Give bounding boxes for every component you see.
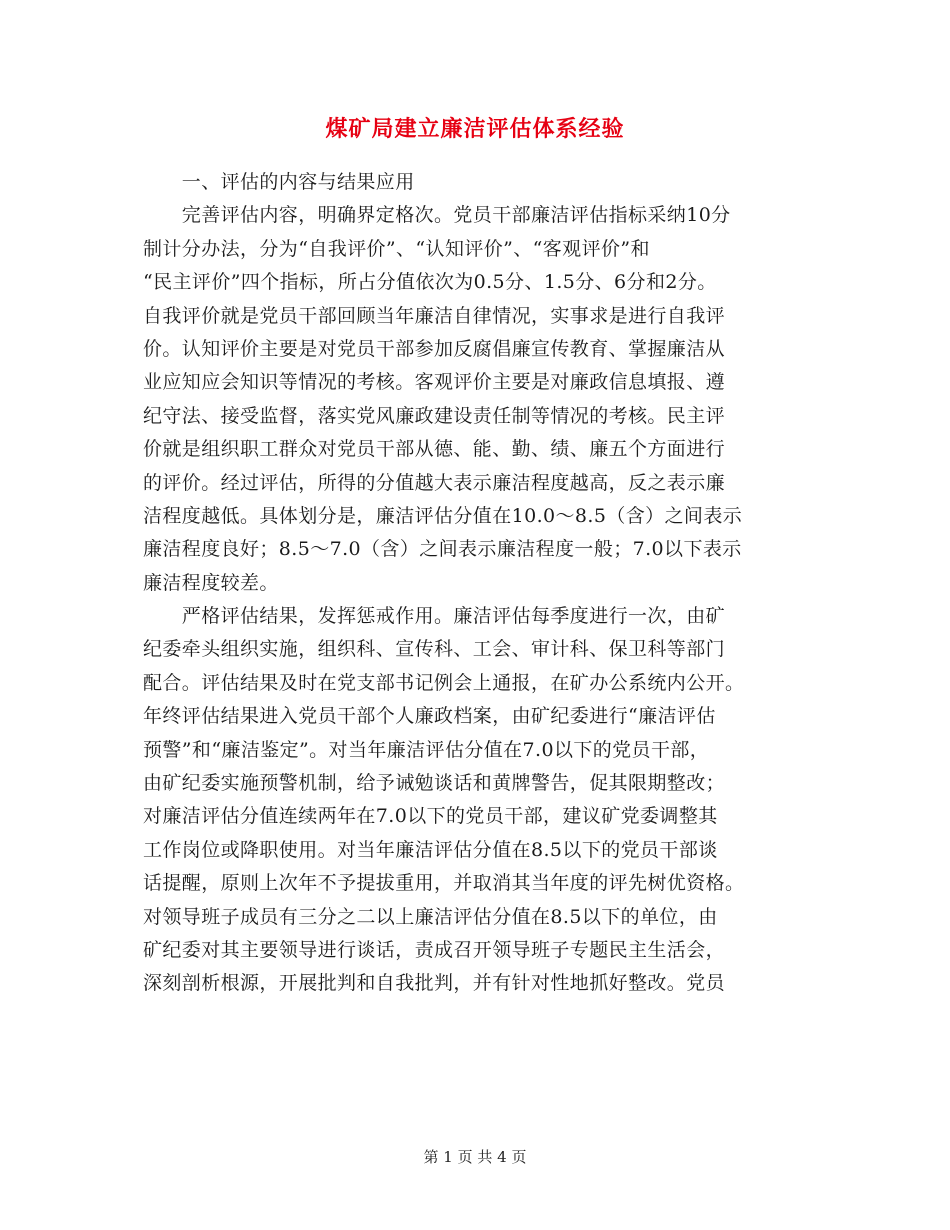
text-line: 业应知应会知识等情况的考核。客观评价主要是对廉政信息填报、遵 <box>143 371 726 394</box>
text-line: 严格评估结果，发挥惩戒作用。廉洁评估每季度进行一次，由矿 <box>143 605 726 628</box>
document-title: 煤矿局建立廉洁评估体系经验 <box>325 116 625 142</box>
text-line: 价。认知评价主要是对党员干部参加反腐倡廉宣传教育、掌握廉洁从 <box>143 337 726 360</box>
text-line: 配合。评估结果及时在党支部书记例会上通报，在矿办公系统内公开。 <box>143 671 745 694</box>
text-line: 完善评估内容，明确界定格次。党员干部廉洁评估指标采纳10分 <box>143 204 731 227</box>
page-footer: 第 1 页 共 4 页 <box>423 1148 527 1166</box>
text-line: 由矿纪委实施预警机制，给予诫勉谈话和黄牌警告，促其限期整改； <box>143 772 726 795</box>
text-line: 对廉洁评估分值连续两年在7.0以下的党员干部，建议矿党委调整其 <box>143 805 718 828</box>
text-line: 预警”和“廉洁鉴定”。对当年廉洁评估分值在7.0以下的党员干部， <box>143 738 710 761</box>
text-line: 矿纪委对其主要领导进行谈话，责成召开领导班子专题民主生活会， <box>143 938 726 961</box>
text-line: 纪委牵头组织实施，组织科、宣传科、工会、审计科、保卫科等部门 <box>143 638 726 661</box>
text-line: 对领导班子成员有三分之二以上廉洁评估分值在8.5以下的单位，由 <box>143 905 718 928</box>
text-line: 纪守法、接受监督，落实党风廉政建设责任制等情况的考核。民主评 <box>143 404 726 427</box>
text-line: 工作岗位或降职使用。对当年廉洁评估分值在8.5以下的党员干部谈 <box>143 838 718 861</box>
text-line: 深刻剖析根源，开展批判和自我批判，并有针对性地抓好整改。党员 <box>143 972 726 995</box>
text-line: 话提醒，原则上次年不予提拔重用，并取消其当年度的评先树优资格。 <box>143 872 745 895</box>
text-line: 廉洁程度良好；8.5～7.0（含）之间表示廉洁程度一般；7.0以下表示 <box>143 538 742 561</box>
text-line: 自我评价就是党员干部回顾当年廉洁自律情况，实事求是进行自我评 <box>143 304 726 327</box>
text-line: 的评价。经过评估，所得的分值越大表示廉洁程度越高，反之表示廉 <box>143 471 726 494</box>
text-line: 价就是组织职工群众对党员干部从德、能、勤、绩、廉五个方面进行 <box>143 438 726 461</box>
text-line: 年终评估结果进入党员干部个人廉政档案，由矿纪委进行“廉洁评估 <box>143 705 716 728</box>
text-line: 洁程度越低。具体划分是，廉洁评估分值在10.0～8.5（含）之间表示 <box>143 504 743 527</box>
text-line: “民主评价”四个指标，所占分值依次为0.5分、1.5分、6分和2分。 <box>143 271 717 294</box>
text-line: 制计分办法，分为“自我评价”、“认知评价”、“客观评价”和 <box>143 237 650 260</box>
document-body <box>143 166 811 1001</box>
text-line: 一、评估的内容与结果应用 <box>143 171 415 193</box>
text-line: 廉洁程度较差。 <box>143 571 279 594</box>
